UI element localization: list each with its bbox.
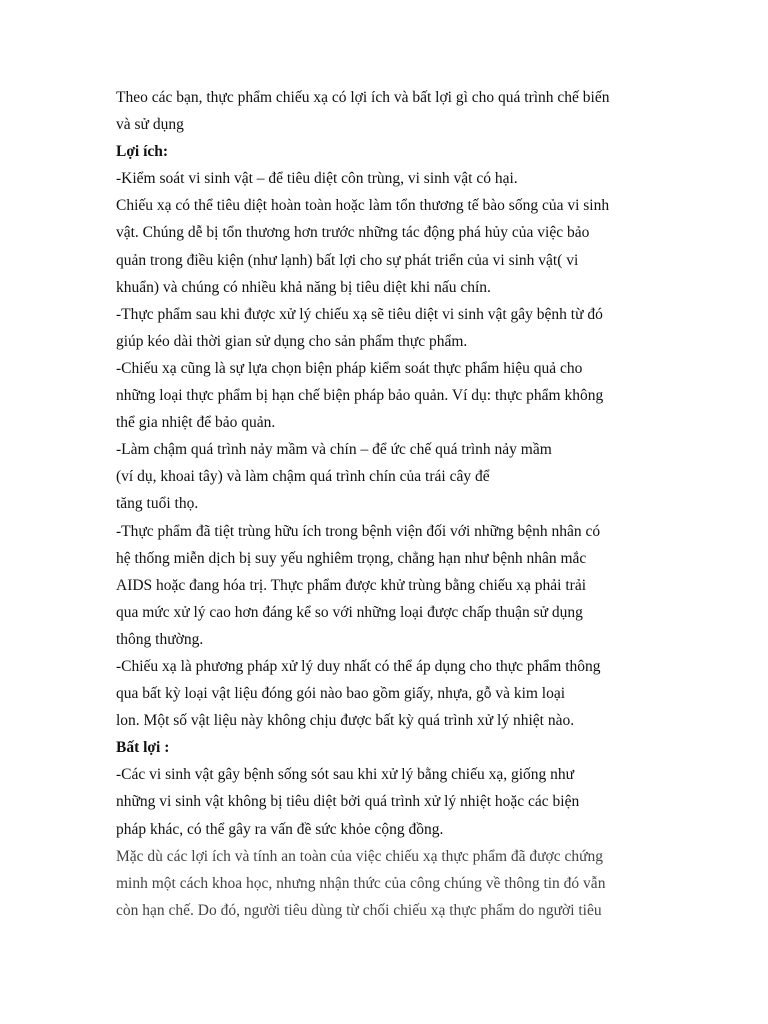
text-line: khuẩn) và chúng có nhiều khả năng bị tiêu diệt khi nấu chín. xyxy=(116,278,491,296)
text-line: pháp khác, có thể gây ra vấn đề sức khỏe cộng đồng. xyxy=(116,820,444,838)
text-line: -Các vi sinh vật gây bệnh sống sót sau khi xử lý bằng chiếu xạ, giống như xyxy=(116,766,575,784)
text-line: thể gia nhiệt để bảo quản. xyxy=(116,414,276,432)
text-line: giúp kéo dài thời gian sử dụng cho sản phẩm thực phẩm. xyxy=(116,332,468,350)
text-line: -Chiếu xạ cũng là sự lựa chọn biện pháp kiểm soát thực phẩm hiệu quả cho xyxy=(116,359,583,377)
text-line: những loại thực phẩm bị hạn chế biện pháp bảo quản. Ví dụ: thực phẩm không xyxy=(116,387,604,405)
text-line: thông thường. xyxy=(116,630,204,648)
text-line: Theo các bạn, thực phẩm chiếu xạ có lợi ích và bất lợi gì cho quá trình chế biến xyxy=(116,89,610,106)
document-page xyxy=(116,84,656,924)
text-line: minh một cách khoa học, nhưng nhận thức của công chúng về thông tin đó vẫn xyxy=(116,874,606,892)
text-line: -Kiểm soát vi sinh vật – để tiêu diệt côn trùng, vi sinh vật có hại. xyxy=(116,170,518,188)
text-line: -Thực phẩm đã tiệt trùng hữu ích trong bệnh viện đối với những bệnh nhân có xyxy=(116,522,601,540)
text-line: (ví dụ, khoai tây) và làm chậm quá trình chín của trái cây để xyxy=(116,468,490,486)
text-line: qua mức xử lý cao hơn đáng kể so với những loại được chấp thuận sử dụng xyxy=(116,603,583,621)
text-line: hệ thống miễn dịch bị suy yếu nghiêm trọng, chẳng hạn như bệnh nhân mắc xyxy=(116,549,587,567)
text-line: và sử dụng xyxy=(116,116,184,134)
text-line: còn hạn chế. Do đó, người tiêu dùng từ chối chiếu xạ thực phẩm do người tiêu xyxy=(116,901,602,919)
text-line: AIDS hoặc đang hóa trị. Thực phẩm được khử trùng bằng chiếu xạ phải trải xyxy=(116,576,587,594)
section-heading: Bất lợi : xyxy=(116,739,170,757)
section-heading: Lợi ích: xyxy=(116,143,169,161)
text-line: qua bất kỳ loại vật liệu đóng gói nào bao gồm giấy, nhựa, gỗ và kim loại xyxy=(116,685,566,703)
text-line: lon. Một số vật liệu này không chịu được bất kỳ quá trình xử lý nhiệt nào. xyxy=(116,712,575,730)
text-line: tăng tuổi thọ. xyxy=(116,495,199,513)
text-line: -Làm chậm quá trình nảy mầm và chín – để ức chế quá trình nảy mầm xyxy=(116,441,552,459)
text-line: những vi sinh vật không bị tiêu diệt bởi quá trình xử lý nhiệt hoặc các biện xyxy=(116,793,580,811)
text-line: vật. Chúng dễ bị tổn thương hơn trước những tác động phá hủy của việc bảo xyxy=(116,224,590,242)
text-line: quản trong điều kiện (như lạnh) bất lợi cho sự phát triển của vi sinh vật( vi xyxy=(116,251,579,269)
text-line: -Thực phẩm sau khi được xử lý chiếu xạ sẽ tiêu diệt vi sinh vật gây bệnh từ đó xyxy=(116,305,603,323)
text-line: -Chiếu xạ là phương pháp xử lý duy nhất có thể áp dụng cho thực phẩm thông xyxy=(116,657,601,675)
text-line: Mặc dù các lợi ích và tính an toàn của việc chiếu xạ thực phẩm đã được chứng xyxy=(116,847,604,865)
text-line: Chiếu xạ có thể tiêu diệt hoàn toàn hoặc làm tổn thương tế bào sống của vi sinh xyxy=(116,197,610,215)
